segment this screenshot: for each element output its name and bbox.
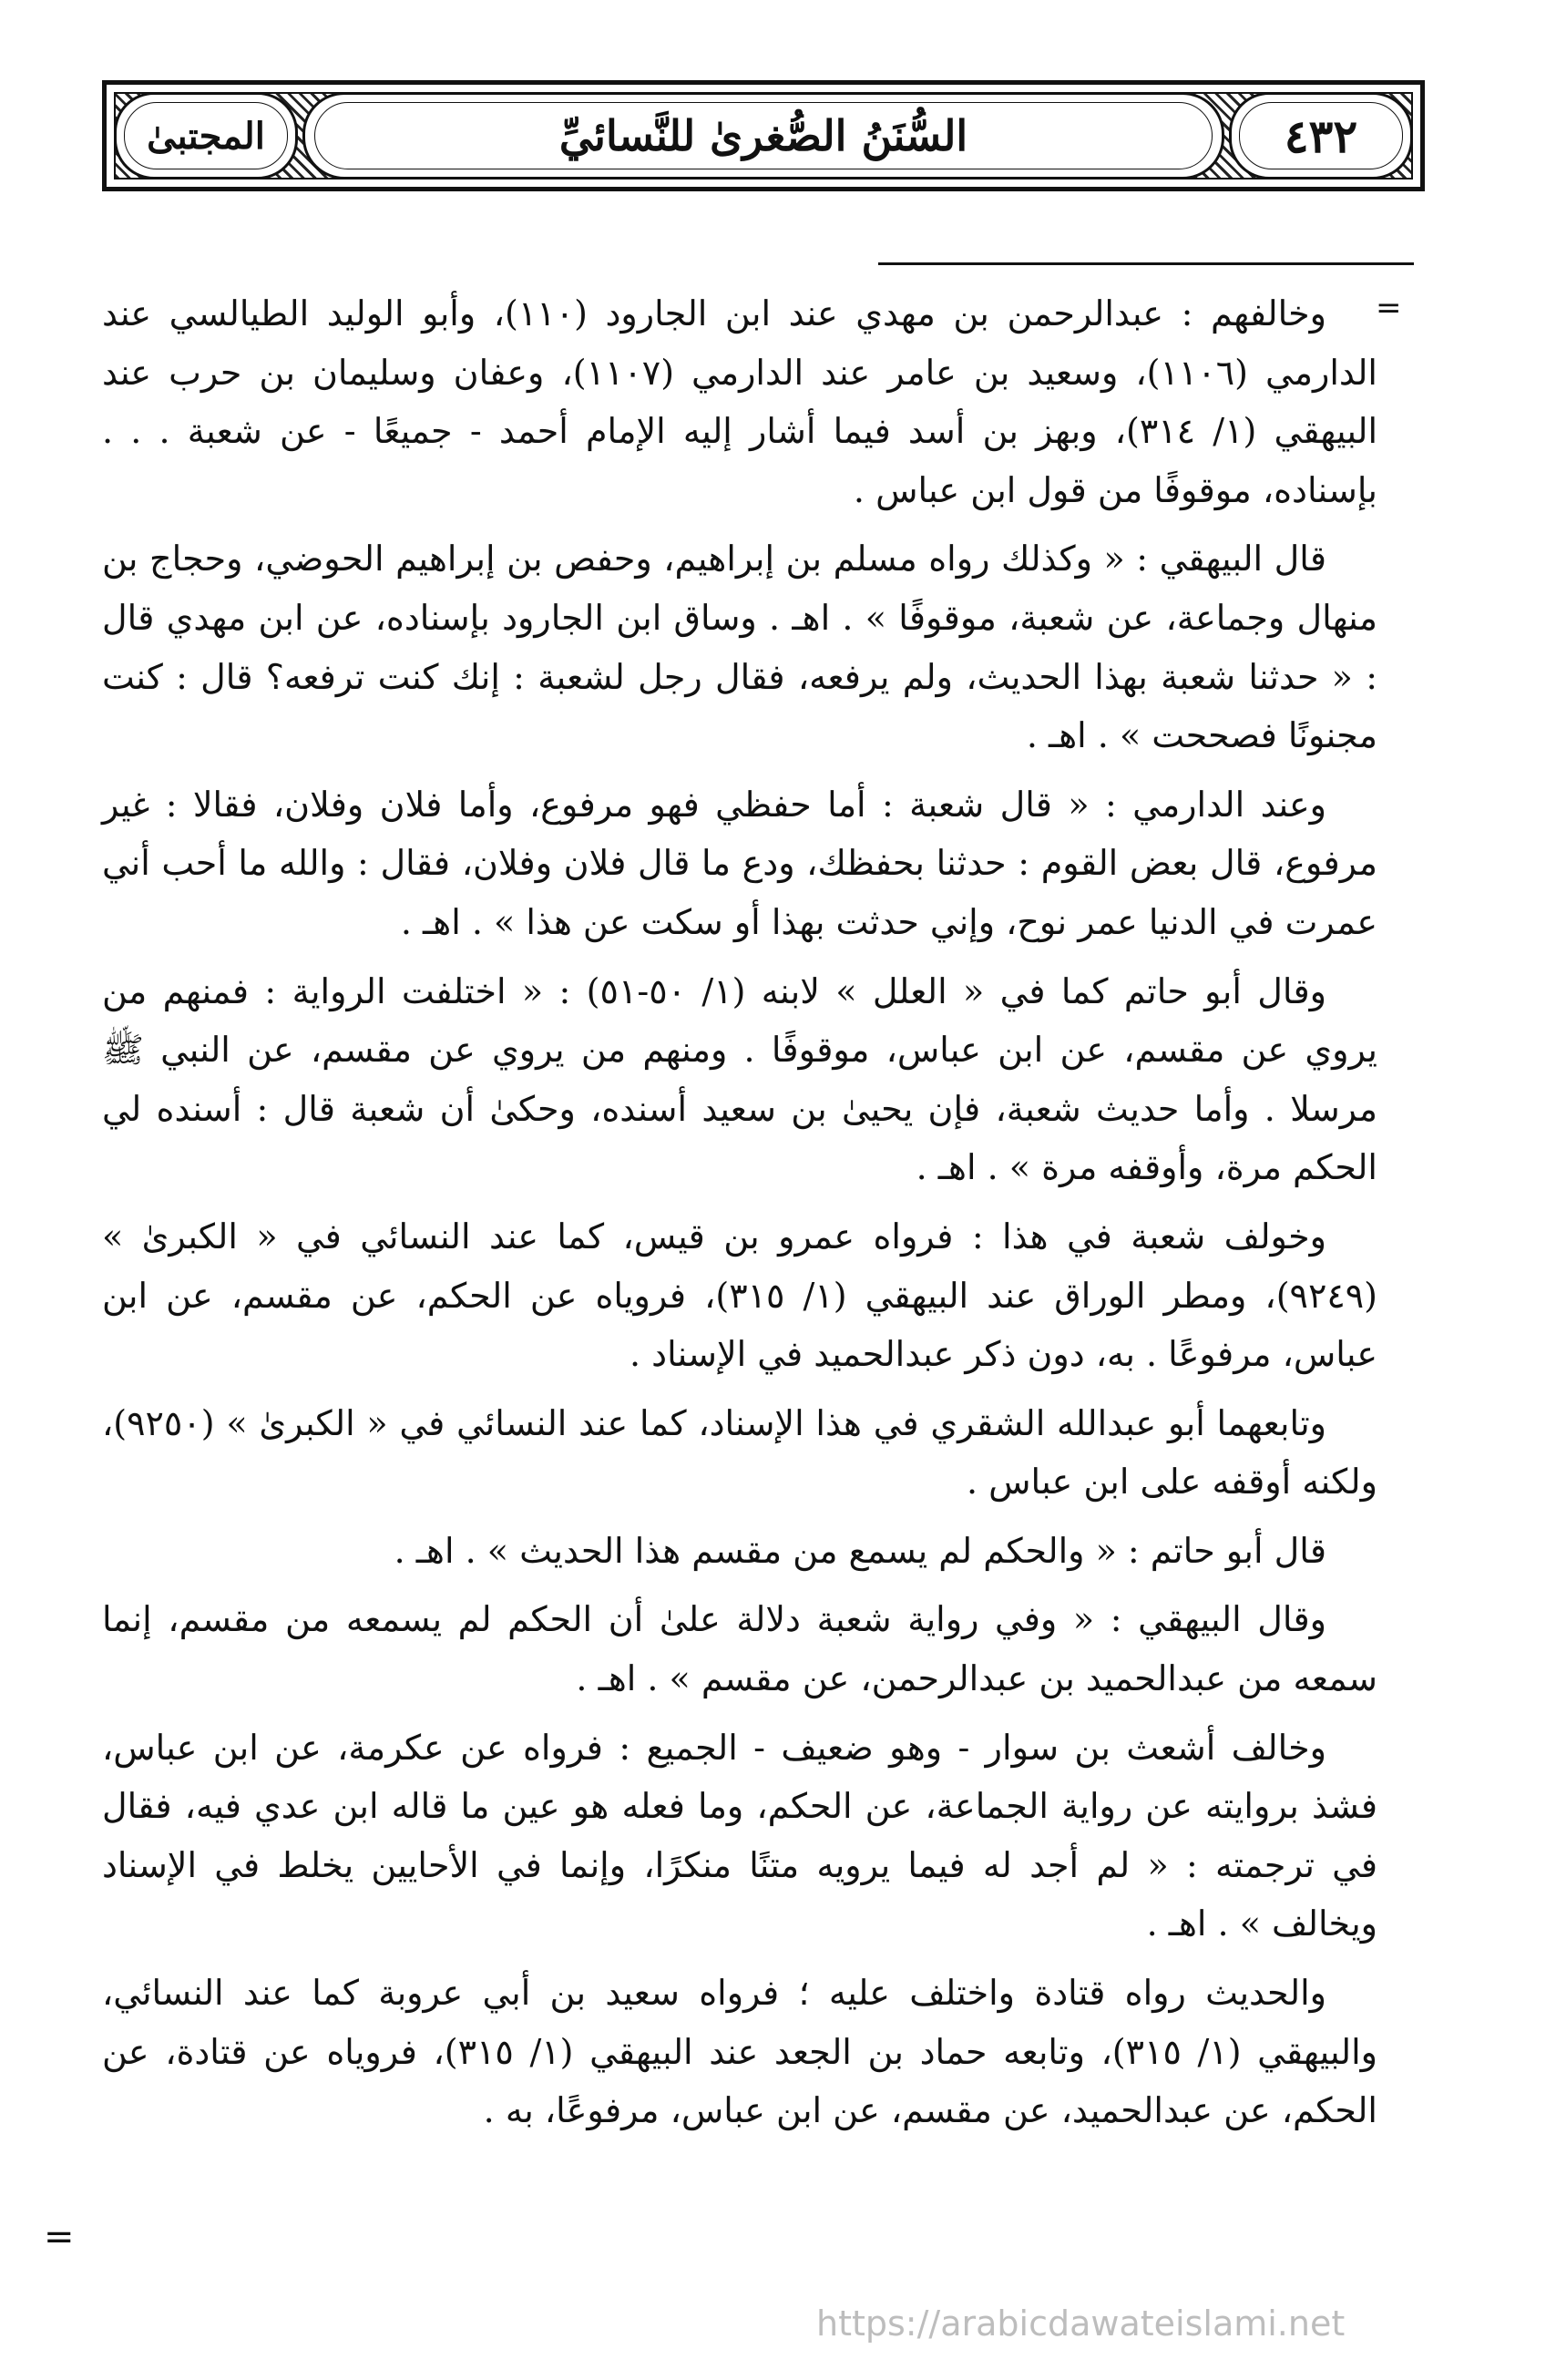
section-label: المجتبىٰ — [147, 114, 265, 158]
footnote-separator — [878, 262, 1414, 265]
book-title: السُّنَنُ الصُّغرىٰ للنَّسائيِّ — [558, 111, 968, 160]
page-number-medallion — [1229, 92, 1413, 180]
paragraph: وخالف أشعث بن سوار - وهو ضعيف - الجميع : فرواه عن عكرمة، عن ابن عباس، فشذ بروايته عن رواية الجماعة، عن الحكم، وما فعله هو عين ما قاله ابن عدي فيه، فقال في ترجمته : « لم أجد له فيما يرويه متنًا منكرًا، وإنما في الأحايين يخلط في الإسناد ويخالف » . اهـ . — [102, 1727, 1377, 1944]
paragraph: والحديث رواه قتادة واختلف عليه ؛ فرواه سعيد بن أبي عروبة كما عند النسائي، والبيهقي (١/ ٣١٥)، وتابعه حماد بن الجعد عند البيهقي (١/ ٣١٥)، فروياه عن قتادة، عن الحكم، عن عبدالحميد، عن مقسم، عن ابن عباس، مرفوعًا، به . — [102, 1973, 1377, 2131]
title-cartouche — [302, 92, 1224, 180]
paragraph: وقال البيهقي : « وفي رواية شعبة دلالة علىٰ أن الحكم لم يسمعه من مقسم، إنما سمعه من عبدالحميد بن عبدالرحمن، عن مقسم » . اهـ . — [102, 1599, 1377, 1699]
paragraph: وقال أبو حاتم كما في « العلل » لابنه (١/ ٥٠-٥١) : « اختلفت الرواية : فمنهم من يروي عن مقسم، عن ابن عباس، موقوفًا . ومنهم من يروي عن مقسم، عن النبي ﷺ مرسلا . وأما حديث شعبة، فإن يحيىٰ بن سعيد أسنده، وحكىٰ أن شعبة قال : أسنده لي الحكم مرة، وأوقفه مرة » . اهـ . — [102, 970, 1377, 1188]
page-header — [102, 80, 1425, 191]
watermark-url: https://arabicdawateislami.net — [816, 2303, 1346, 2344]
paragraph: قال البيهقي : « وكذلك رواه مسلم بن إبراهيم، وحفص بن إبراهيم الحوضي، وحجاج بن منهال وجماعة، عن شعبة، موقوفًا » . اهـ . وساق ابن الجارود بإسناده، عن ابن مهدي قال : « حدثنا شعبة بهذا الحديث، ولم يرفعه، فقال رجل لشعبة : إنك كنت ترفعه؟ قال : كنت مجنونًا فصححت » . اهـ . — [102, 539, 1377, 756]
continuation-mark: = — [1376, 290, 1402, 326]
paragraph: قال أبو حاتم : « والحكم لم يسمع من مقسم هذا الحديث » . اهـ . — [394, 1530, 1326, 1571]
paragraph: وخولف شعبة في هذا : فرواه عمرو بن قيس، كما عند النسائي في « الكبرىٰ » (٩٢٤٩)، ومطر الوراق عند البيهقي (١/ ٣١٥)، فروياه عن الحكم، عن مقسم، عن ابن عباس، مرفوعًا . به، دون ذكر عبدالحميد في الإسناد . — [102, 1216, 1377, 1375]
footnote-text — [102, 284, 1377, 2150]
paragraph: وتابعهما أبو عبدالله الشقري في هذا الإسناد، كما عند النسائي في « الكبرىٰ » (٩٢٥٠)، ولكنه أوقفه على ابن عباس . — [102, 1402, 1377, 1503]
page-number: ٤٣٢ — [1284, 108, 1358, 163]
end-mark: = — [44, 2216, 75, 2258]
section-medallion — [114, 92, 298, 180]
paragraph: وعند الدارمي : « قال شعبة : أما حفظي فهو مرفوع، وأما فلان وفلان، فقالا : غير مرفوع، قال بعض القوم : حدثنا بحفظك، ودع ما قال فلان وفلان، فقال : والله ما أحب أني عمرت في الدنيا عمر نوح، وإني حدثت بهذا أو سكت عن هذا » . اهـ . — [102, 784, 1377, 942]
paragraph: وخالفهم : عبدالرحمن بن مهدي عند ابن الجارود (١١٠)، وأبو الوليد الطيالسي عند الدارمي (١١٠٦)، وسعيد بن عامر عند الدارمي (١١٠٧)، وعفان وسليمان بن حرب عند البيهقي (١/ ٣١٤)، وبهز بن أسد فيما أشار إليه الإمام أحمد - جميعًا - عن شعبة . . . بإسناده، موقوفًا من قول ابن عباس . — [102, 293, 1378, 510]
